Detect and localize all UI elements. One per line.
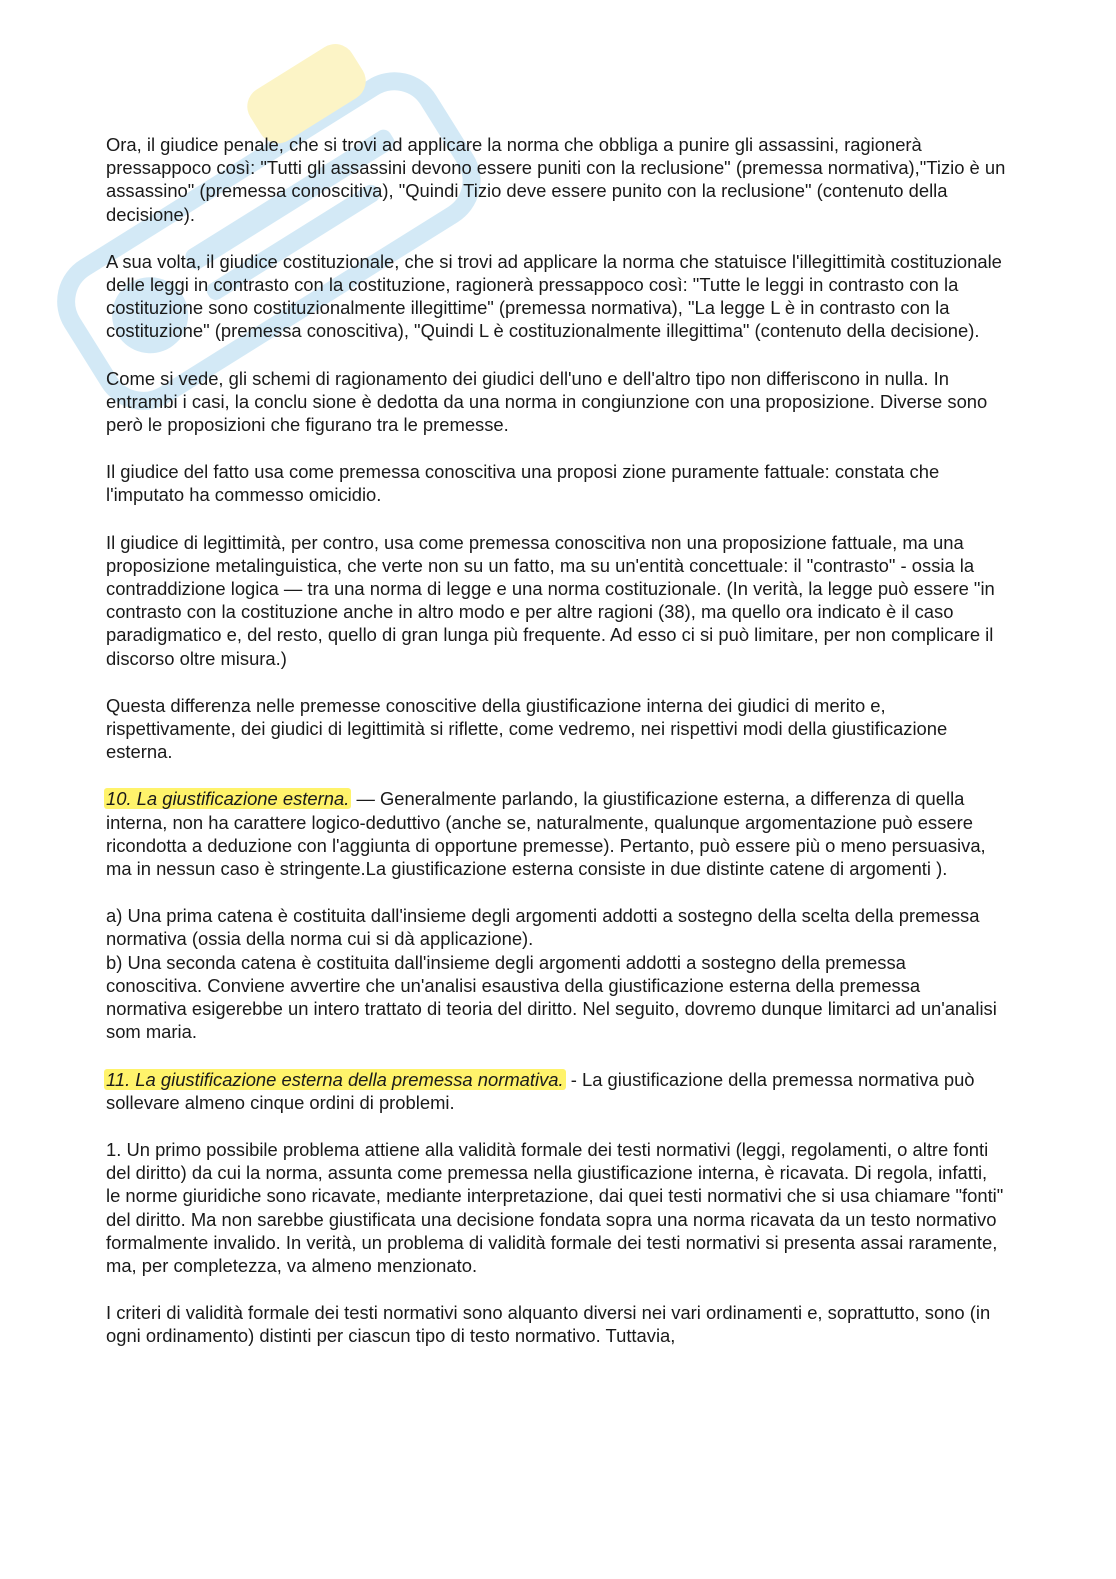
paragraph-penal-judge: Ora, il giudice penale, che si trovi ad applicare la norma che obbliga a punire gli assassini, ragionerà pressappoco così: "Tutti gli assassini devono essere puniti con la reclusione" (premessa normativa),"Tizio è un assassino" (premessa conoscitiva), "Quindi Tizio deve essere punito con la reclusione" (contenuto della decisione). <box>106 134 1006 225</box>
paragraph-legitimacy-judge: Il giudice di legittimità, per contro, usa come premessa conoscitiva non una proposizione fattuale, ma una proposizione metalinguistica, che verte non su un fatto, ma su un'entità concettuale: il "contrasto" - ossia la contraddizione logica — tra una norma di legge e una norma costituzionale. (In verità, la legge può essere "in contrasto con la costituzione anche in altro modo e per altre ragioni (38), ma quello ora indicato è il caso paradigmatico e, del resto, quello di gran lunga più frequente. Ad esso ci si può limitare, per non complicare il discorso oltre misura.) <box>106 531 995 669</box>
paragraph-reasoning-schemes: Come si vede, gli schemi di ragionamento dei giudici dell'uno e dell'altro tipo non differiscono in nulla. In entrambi i casi, la conclu sione è dedotta da una norma in congiunzione con una proposizione. Diverse sono però le proposizioni che figurano tra le premesse. <box>106 367 988 436</box>
document-body <box>106 133 1006 1372</box>
paragraph-fact-judge: Il giudice del fatto usa come premessa conoscitiva una proposi zione puramente fattuale: constata che l'imputato ha commesso omicidio. <box>106 461 940 506</box>
paragraph-difference: Questa differenza nelle premesse conoscitive della giustificazione interna dei giudici di merito e, rispettivamente, dei giudici di legittimità si riflette, come vedremo, nei rispettivi modi della giustificazione esterna. <box>106 694 948 763</box>
section-10-paragraph <box>106 787 1006 880</box>
paragraph-point-1: 1. Un primo possibile problema attiene alla validità formale dei testi normativi (leggi, regolamenti, o altre fonti del diritto) da cui la norma, assunta come premessa nella giustificazione interna, è ricavata. Di regola, infatti, le norme giuridiche sono ricavate, mediante interpretazione, dai quei testi normativi che si usa chiamare "fonti" del diritto. Ma non sarebbe giustificata una decisione fondata sopra una norma ricavata da un testo normativo formalmente invalido. In verità, un problema di validità formale dei testi normativi si presenta assai raramente, ma, per completezza, va almeno menzionato. <box>106 1138 1004 1276</box>
section-11-paragraph <box>106 1068 1006 1114</box>
section-11-heading: 11. La giustificazione esterna della premessa normativa. <box>106 1068 564 1090</box>
paragraph-closing: I criteri di validità formale dei testi normativi sono alquanto diversi nei vari ordinamenti e, soprattutto, sono (in ogni ordinamento) distinti per ciascun tipo di testo normativo. Tuttavia, <box>106 1302 991 1347</box>
section-10-body: — Generalmente parlando, la giustificazione esterna, a differenza di quella interna, non ha carattere logico-deduttivo (anche se, naturalmente, qualunque argomentazione può essere ricondotta a deduzione con l'aggiunta di opportune premesse). Pertanto, può essere più o meno persuasiva, ma in nessun caso è stringente.La giustificazione esterna consiste in due distinte catene di argomenti ). <box>106 788 986 880</box>
list-item-a: a) Una prima catena è costituita dall'insieme degli argomenti addotti a sostegno della scelta della premessa normativa (ossia della norma cui si dà applicazione). <box>106 905 980 950</box>
paragraph-constitutional-judge: A sua volta, il giudice costituzionale, che si trovi ad applicare la norma che statuisce l'illegittimità costituzionale delle leggi in contrasto con la costituzione, ragionerà pressappoco così: "Tutte le leggi in contrasto con la costituzione sono costituzionalmente illegittime" (premessa normativa), "La legge L è in contrasto con la costituzione" (premessa conoscitiva), "Quindi L è costituzionalmente illegittima" (contenuto della decisione). <box>106 250 1002 342</box>
list-item-b: b) Una seconda catena è costituita dall'insieme degli argomenti addotti a sostegno della premessa conoscitiva. Conviene avvertire che un'analisi esaustiva della giustificazione esterna della premessa normativa esigerebbe un intero trattato di teoria del diritto. Nel seguito, dovremo dunque limitarci ad un'analisi som maria. <box>106 951 997 1043</box>
section-10-heading: 10. La giustificazione esterna. <box>106 788 350 810</box>
section-11-body: - La giustificazione della premessa normativa può sollevare almeno cinque ordini di problemi. <box>106 1068 975 1113</box>
